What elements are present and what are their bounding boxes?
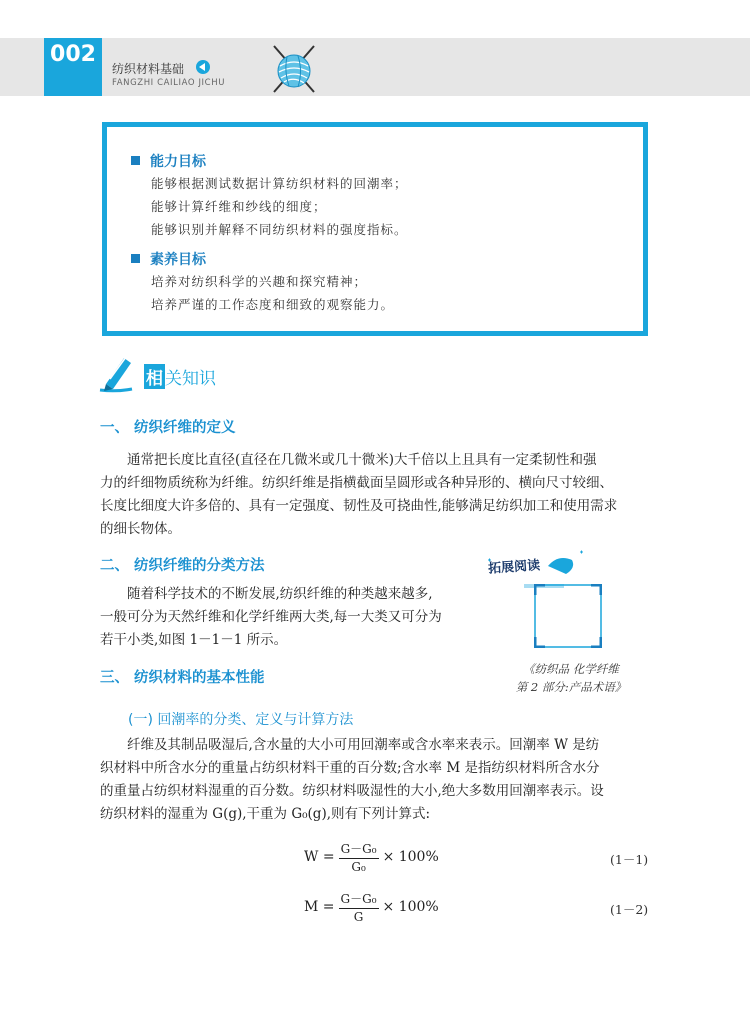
equation-number: (1－2) (610, 902, 649, 917)
extended-reading-label: 拓展阅读 (487, 558, 541, 577)
pencil-icon (96, 352, 136, 394)
book-title-pinyin: FANGZHI CAILIAO JICHU (112, 78, 226, 88)
formula-fraction (339, 840, 379, 874)
qr-code-frame (534, 584, 602, 648)
formula-denominator: G₀ (351, 860, 366, 874)
yarn-ball-icon (270, 44, 318, 94)
text-line: 纺织材料的湿重为 G(g),干重为 G₀(g),则有下列计算式: (100, 806, 431, 822)
ability-goal-line: 能够计算纤维和纱线的细度； (151, 199, 327, 214)
text-line: 一般可分为天然纤维和化学纤维两大类,每一大类又可分为 (100, 609, 442, 625)
learning-goals-box (102, 122, 648, 336)
ability-goals-heading: 能力目标 (131, 151, 206, 171)
ability-goal-line: 能够根据测试数据计算纺织材料的回潮率； (151, 176, 408, 191)
caption-line: 第 2 部分:产品术语》 (515, 680, 627, 694)
book-title: 纺织材料基础 (112, 62, 185, 76)
formula-moisture-content (304, 890, 439, 924)
bullet-square-icon (131, 254, 140, 263)
paragraph-fiber-definition (100, 449, 655, 541)
text-line: 若干小类,如图 1－1－1 所示。 (100, 632, 288, 648)
formula-tail: × 100% (382, 849, 439, 865)
bullet-square-icon (131, 156, 140, 165)
heading-basic-properties: 三、 纺织材料的基本性能 (100, 670, 265, 686)
text-line: 随着科学技术的不断发展,纺织纤维的种类越来越多, (127, 586, 433, 602)
page-number: 002 (44, 38, 102, 96)
arrow-left-icon (196, 60, 210, 74)
text-line: 的重量占纺织材料湿重的百分数。纺织材料吸湿性的大小,绝大多数用回潮率表示。设 (100, 783, 604, 799)
text-line: 织材料中所含水分的重量占纺织材料干重的百分数;含水率 M 是指纺织材料所含水分 (100, 760, 600, 776)
formula-moisture-regain (304, 840, 439, 874)
heading-fiber-classification: 二、 纺织纤维的分类方法 (100, 558, 265, 574)
text-line: 纤维及其制品吸湿后,含水量的大小可用回潮率或含水率来表示。回潮率 W 是纺 (127, 737, 600, 753)
text-line: 通常把长度比直径(直径在几微米或几十微米)大千倍以上且具有一定柔韧性和强 (127, 452, 597, 468)
formula-numerator: G－G₀ (339, 890, 379, 909)
section-title: 相 关知识 (144, 364, 216, 389)
subheading-moisture-regain: (一) 回潮率的分类、定义与计算方法 (128, 712, 354, 728)
formula-lhs: M = (304, 899, 335, 915)
formula-lhs: W = (304, 849, 335, 865)
formula-numerator: G－G₀ (339, 840, 379, 859)
quality-goal-line: 培养对纺织科学的兴趣和探究精神； (151, 274, 368, 289)
ability-goal-line: 能够识别并解释不同纺织材料的强度指标。 (151, 222, 408, 237)
paragraph-fiber-classification (100, 583, 472, 652)
quality-goal-line: 培养严谨的工作态度和细致的观察能力。 (151, 297, 395, 312)
text-line: 的细长物体。 (100, 521, 181, 537)
formula-denominator: G (353, 910, 364, 924)
paragraph-moisture-regain (100, 734, 655, 826)
formula-fraction (339, 890, 379, 924)
caption-line: 《纺织品 化学纤维 (523, 662, 619, 676)
extended-reading-caption (496, 660, 646, 696)
text-line: 力的纤细物质统称为纤维。纺织纤维是指横截面呈圆形或各种异形的、横向尺寸较细、 (100, 475, 613, 491)
heading-fiber-definition: 一、 纺织纤维的定义 (100, 420, 236, 436)
text-line: 长度比细度大许多倍的、具有一定强度、韧性及可挠曲性,能够满足纺织加工和使用需求 (100, 498, 618, 514)
quality-goals-heading: 素养目标 (131, 249, 206, 269)
equation-number: (1－1) (610, 852, 649, 867)
formula-tail: × 100% (382, 899, 439, 915)
